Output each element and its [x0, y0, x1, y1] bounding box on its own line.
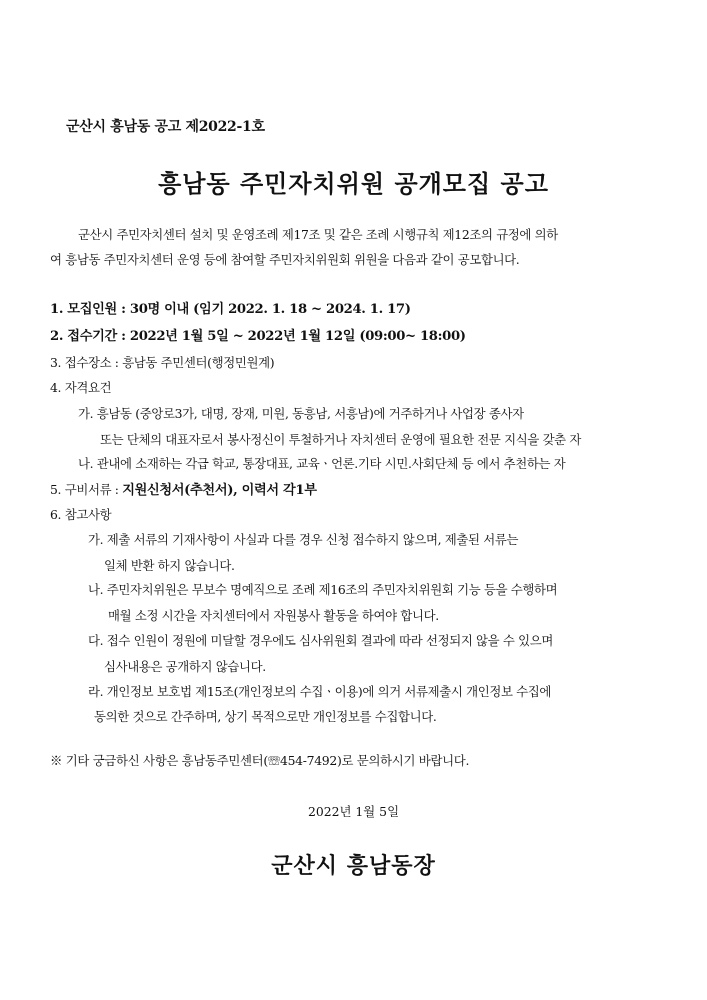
required-documents-list: 지원신청서(추천서), 이력서 각1부	[122, 483, 317, 498]
intro-line: 군산시 주민자치센터 설치 및 운영조례 제17조 및 같은 조례 시행규칙 제12조의 규정에 의하	[78, 227, 558, 242]
qualification-a-line: 가. 흥남동 (중앙로3가, 대명, 장재, 미원, 동흥남, 서흥남)에 거주하거나 사업장 종사자	[78, 406, 524, 421]
item-application-place: 3. 접수장소 : 흥남동 주민센터(행정민원계)	[50, 355, 275, 370]
note-a-line: 가. 제출 서류의 기재사항이 사실과 다를 경우 신청 접수하지 않으며, 제출된 서류는	[88, 532, 519, 547]
inquiry-footnote: ※ 기타 궁금하신 사항은 흥남동주민센터(☏454-7492)로 문의하시기 바랍니다.	[50, 753, 470, 768]
note-b-line: 나. 주민자치위원은 무보수 명예직으로 조례 제16조의 주민자치위원회 기능 등을 수행하며	[88, 582, 558, 597]
required-documents-prefix: 5. 구비서류 :	[50, 482, 123, 497]
intro-line: 여 흥남동 주민자치센터 운영 등에 참여할 주민자치위원회 위원을 다음과 같이 공모합니다.	[50, 252, 520, 267]
note-c-line: 다. 접수 인원이 정원에 미달할 경우에도 심사위원회 결과에 따라 선정되지 않을 수 있으며	[88, 633, 553, 648]
item-recruit-number: 1. 모집인원 : 30명 이내 (임기 2022. 1. 18 ~ 2024. 1. 17)	[50, 302, 411, 317]
page-title: 흥남동 주민자치위원 공개모집 공고	[158, 169, 549, 198]
note-d-line: 동의한 것으로 간주하며, 상기 목적으로만 개인정보를 수집합니다.	[94, 709, 437, 724]
note-b-line: 매월 소정 시간을 자치센터에서 자원봉사 활동을 하여야 합니다.	[108, 608, 439, 623]
note-c-line: 심사내용은 공개하지 않습니다.	[104, 659, 266, 674]
qualification-a-line: 또는 단체의 대표자로서 봉사정신이 투철하거나 자치센터 운영에 필요한 전문 지식을 갖춘 자	[100, 432, 582, 447]
note-d-line: 라. 개인정보 보호법 제15조(개인정보의 수집ㆍ이용)에 의거 서류제출시 개인정보 수집에	[88, 684, 552, 699]
announcement-date: 2022년 1월 5일	[307, 804, 400, 819]
intro-paragraph	[50, 222, 662, 272]
document-number: 군산시 흥남동 공고 제2022-1호	[66, 119, 265, 135]
issuer-signature: 군산시 흥남동장	[271, 853, 436, 879]
item-qualification-heading: 4. 자격요건	[50, 380, 112, 395]
note-a-line: 일체 반환 하지 않습니다.	[104, 558, 235, 573]
item-application-period: 2. 접수기간 : 2022년 1월 5일 ~ 2022년 1월 12일 (09:00~ 18:00)	[50, 329, 466, 344]
qualification-b-line: 나. 관내에 소재하는 각급 학교, 통장대표, 교육ㆍ언론.기타 시민.사회단체 등 에서 추천하는 자	[78, 456, 566, 471]
item-required-documents	[50, 479, 317, 498]
item-notes-heading: 6. 참고사항	[50, 507, 112, 522]
